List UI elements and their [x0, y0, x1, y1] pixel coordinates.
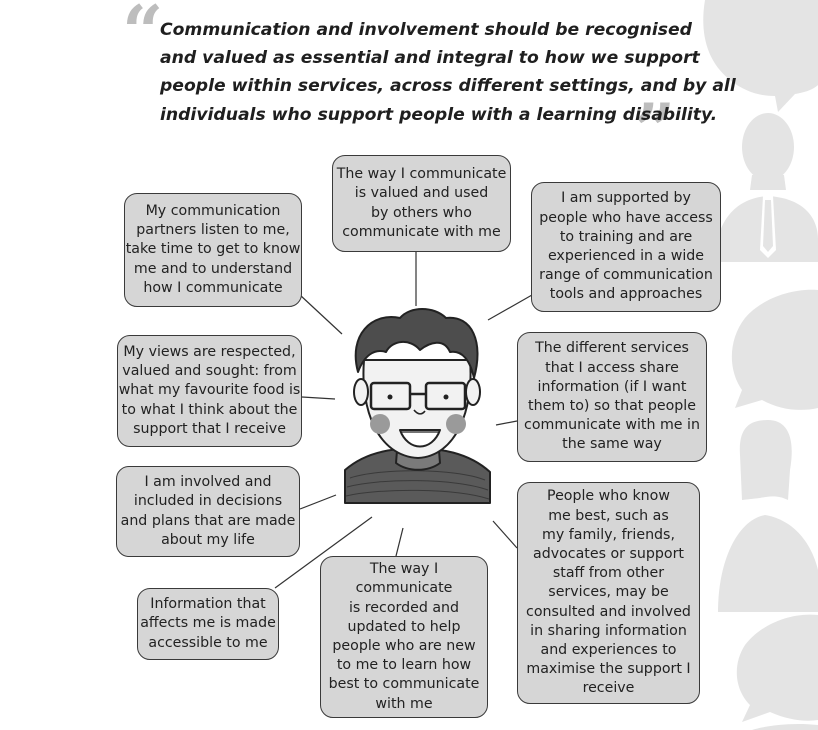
box-text-line: accessible to me — [148, 634, 268, 651]
speech-bubble-decoration — [703, 0, 818, 730]
box-text-line: The way I — [369, 561, 439, 578]
box-text-line: receive — [582, 680, 635, 697]
box-text-line: My views are respected, — [123, 343, 296, 360]
box-text-line: them to) so that people — [528, 398, 696, 414]
box-text-line: I am involved and — [144, 474, 272, 491]
box-text-line: and plans that are made — [120, 512, 296, 529]
box-text-line: me best, such as — [548, 507, 669, 524]
box-text-line: My communication — [145, 202, 281, 219]
box-text-line: communicate with me — [342, 223, 501, 240]
box-text-line: affects me is made — [140, 615, 276, 632]
box-services-share — [517, 332, 707, 462]
headline-quote — [160, 16, 736, 129]
box-text-line: people who have access — [539, 209, 713, 226]
box-text-line: information (if I want — [537, 378, 687, 395]
woman-silhouette-icon — [718, 420, 818, 612]
box-text-line: consulted and involved — [526, 603, 691, 620]
box-text-line: The way I communicate — [336, 166, 507, 183]
box-text-line: The different services — [535, 340, 689, 357]
close-quote-icon: ” — [634, 87, 676, 172]
quote-line: Communication and involvement should be recognised — [160, 20, 692, 40]
box-involved-decisions — [116, 466, 300, 557]
box-text-line: in sharing information — [530, 622, 687, 639]
box-text-line: I am supported by — [561, 190, 691, 207]
box-people-know-me — [517, 482, 700, 704]
box-text-line: valued and sought: from — [122, 363, 297, 380]
box-text-line: take time to get to know — [125, 241, 301, 258]
box-text-line: to training and are — [559, 228, 693, 245]
box-text-line: the same way — [562, 436, 662, 453]
box-text-line: what my favourite food is — [118, 382, 301, 399]
box-information-accessible — [137, 588, 279, 660]
quote-line: individuals who support people with a learning disability. — [160, 104, 718, 125]
box-text-line: me and to understand — [133, 260, 293, 277]
box-text-line: that I access share — [545, 359, 679, 376]
box-text-line: to me to learn how — [336, 657, 472, 674]
man-silhouette-icon — [715, 113, 818, 262]
box-text-line: people who are new — [332, 638, 476, 654]
box-text-line: People who know — [547, 488, 670, 505]
box-text-line: experienced in a wide — [547, 248, 705, 264]
box-text-line: how I communicate — [143, 279, 283, 296]
open-quote-icon: “ — [122, 0, 164, 74]
box-text-line: is recorded and — [348, 599, 460, 616]
box-supported-trained — [531, 182, 721, 312]
box-text-line: communicate — [355, 580, 453, 597]
box-text-line: included in decisions — [133, 493, 283, 510]
box-recorded-updated — [320, 556, 488, 718]
box-text-line: and experiences to — [540, 642, 677, 658]
quote-line: people within services, across different settings, and by all — [160, 76, 736, 97]
box-text-line: support that I receive — [133, 420, 286, 437]
box-text-line: to what I think about the — [121, 401, 298, 418]
box-text-line: with me — [375, 695, 433, 712]
box-text-line: staff from other — [552, 565, 665, 582]
quote-line: and valued as essential and integral to how we support — [160, 48, 700, 69]
box-text-line: by others who — [371, 204, 472, 221]
character-illustration — [345, 309, 490, 503]
box-text-line: updated to help — [347, 618, 461, 635]
box-text-line: is valued and used — [354, 185, 489, 202]
box-communication-valued — [332, 155, 511, 252]
box-text-line: my family, friends, — [542, 526, 675, 543]
box-text-line: advocates or support — [533, 545, 684, 562]
box-text-line: maximise the support I — [526, 661, 691, 678]
box-text-line: partners listen to me, — [136, 222, 290, 239]
box-text-line: best to communicate — [328, 676, 480, 693]
box-text-line: services, may be — [548, 584, 669, 601]
box-text-line: tools and approaches — [549, 286, 703, 303]
box-views-respected — [117, 335, 302, 447]
box-text-line: communicate with me in — [524, 417, 700, 434]
box-text-line: about my life — [161, 531, 255, 548]
box-text-line: Information that — [150, 596, 266, 613]
box-text-line: range of communication — [539, 267, 713, 284]
box-partners-listen — [124, 193, 302, 307]
